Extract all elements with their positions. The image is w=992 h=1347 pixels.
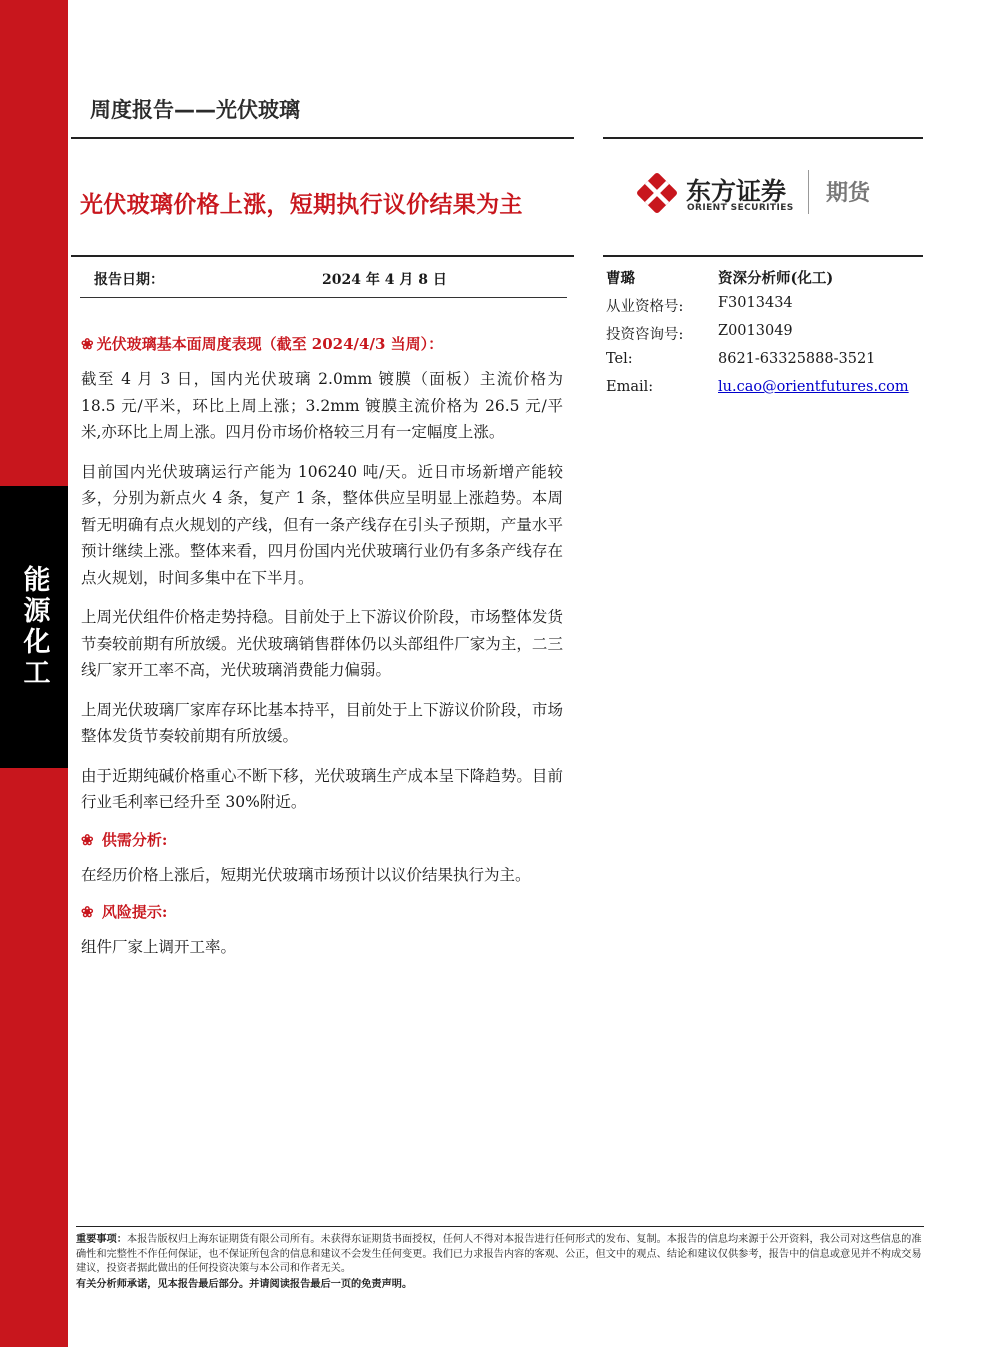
footer-divider [76, 1226, 924, 1227]
body-paragraph: 上周光伏组件价格走势持稳。目前处于上下游议价阶段，市场整体发货节奏较前期有所放缓。光伏玻璃销售群体仍以头部组件厂家为主，二三线厂家开工率不高，光伏玻璃消费能力偏弱。 [81, 608, 563, 679]
analyst-name-row [606, 267, 926, 295]
analyst-consulting-row [606, 323, 926, 351]
date-divider-top [71, 255, 574, 257]
analyst-row-value: 8621-63325888-3521 [718, 351, 876, 367]
section-heading [81, 829, 563, 851]
report-body [81, 333, 563, 974]
footer-commitment-text: 有关分析师承诺，见本报告最后部分。并请阅读报告最后一页的免责声明。 [76, 1277, 413, 1290]
star-bullet-icon: ❀ [81, 335, 94, 353]
analyst-row-value: Z0013049 [718, 323, 793, 339]
analyst-name: 曹璐 [606, 270, 635, 287]
report-headline: 光伏玻璃价格上涨，短期执行议价结果为主 [80, 192, 523, 218]
analyst-title: 资深分析师(化工) [718, 270, 834, 287]
company-logo [634, 170, 884, 220]
date-divider-bottom [80, 297, 567, 298]
header-divider-right [603, 137, 923, 139]
footer-commitment [76, 1277, 924, 1293]
analyst-qualification-row [606, 295, 926, 323]
body-paragraph: 由于近期纯碱价格重心不断下移，光伏玻璃生产成本呈下降趋势。目前行业毛利率已经升至 30%附近。 [81, 766, 563, 811]
analyst-email-row [606, 379, 926, 407]
footer-notice [76, 1232, 924, 1277]
analyst-row-label: Email: [606, 379, 654, 395]
analyst-row-value: F3013434 [718, 295, 793, 311]
body-paragraph: 截至 4 月 3 日，国内光伏玻璃 2.0mm 镀膜（面板）主流价格为 18.5 元/平米，环比上周上涨；3.2mm 镀膜主流价格为 26.5 元/平米,亦环比上周上涨。四月份市场价格较三月有一定幅度上涨。 [81, 370, 563, 441]
body-paragraph: 目前国内光伏玻璃运行产能为 106240 吨/天。近日市场新增产能较多，分别为新点火 4 条，复产 1 条，整体供应呈明显上涨趋势。本周暂无明确有点火规划的产线，但有一条产线存在引头子预期，产量水平预计继续上涨。整体来看，四月份国内光伏玻璃行业仍有多条产线存在点火规划，时间多集中在下半月。 [81, 462, 563, 587]
analyst-divider-top [603, 255, 923, 257]
body-paragraph: 上周光伏玻璃厂家库存环比基本持平，目前处于上下游议价阶段，市场整体发货节奏较前期有所放缓。 [81, 700, 563, 745]
analyst-tel-row [606, 351, 926, 379]
analyst-row-label: Tel: [606, 351, 633, 367]
footer-notice-text: 本报告版权归上海东证期货有限公司所有。未获得东证期货书面授权，任何人不得对本报告进行任何形式的发布、复制。本报告的信息均来源于公开资料，我公司对这些信息的准确性和完整性不作任何保证，也不保证所包含的信息和建议不会发生任何变更。我们已力求报告内容的客观、公正，但文中的观点、结论和建议仅供参考，报告中的信息或意见并不构成交易建议，投资者据此做出的任何投资决策与本公司和作者无关。 [76, 1234, 922, 1274]
section-heading-text: 供需分析: [101, 830, 168, 849]
analyst-row-label: 投资咨询号: [606, 327, 684, 343]
report-date-value: 2024 年 4 月 8 日 [322, 272, 447, 288]
logo-mark-icon [634, 170, 680, 216]
report-date-label: 报告日期： [94, 272, 164, 288]
section-heading [81, 901, 563, 923]
logo-subbrand: 期货 [826, 181, 871, 206]
footer-notice-label: 重要事项： [76, 1233, 127, 1245]
analyst-email-link[interactable]: lu.cao@orientfutures.com [718, 379, 909, 395]
logo-divider [808, 170, 809, 214]
body-paragraph: 组件厂家上调开工率。 [81, 938, 237, 956]
analyst-info [606, 267, 926, 407]
star-bullet-icon: ❀ [81, 903, 94, 921]
section-heading [81, 333, 563, 355]
body-paragraph: 在经历价格上涨后，短期光伏玻璃市场预计以议价结果执行为主。 [81, 865, 531, 884]
sidebar-category-label: 能源化工 [18, 565, 50, 689]
sidebar-category-block [0, 486, 68, 768]
logo-name-cn: 东方证券 [686, 177, 787, 206]
header-divider-left [71, 137, 574, 139]
footer-disclaimer [76, 1232, 924, 1292]
star-bullet-icon: ❀ [81, 830, 94, 849]
section-heading-text: 风险提示: [101, 903, 168, 921]
analyst-row-label: 从业资格号: [606, 299, 684, 315]
section-heading-text: 光伏玻璃基本面周度表现（截至 2024/4/3 当周）： [96, 335, 444, 353]
report-type-title: 周度报告——光伏玻璃 [90, 98, 300, 122]
logo-name-en: ORIENT SECURITIES [687, 203, 794, 213]
